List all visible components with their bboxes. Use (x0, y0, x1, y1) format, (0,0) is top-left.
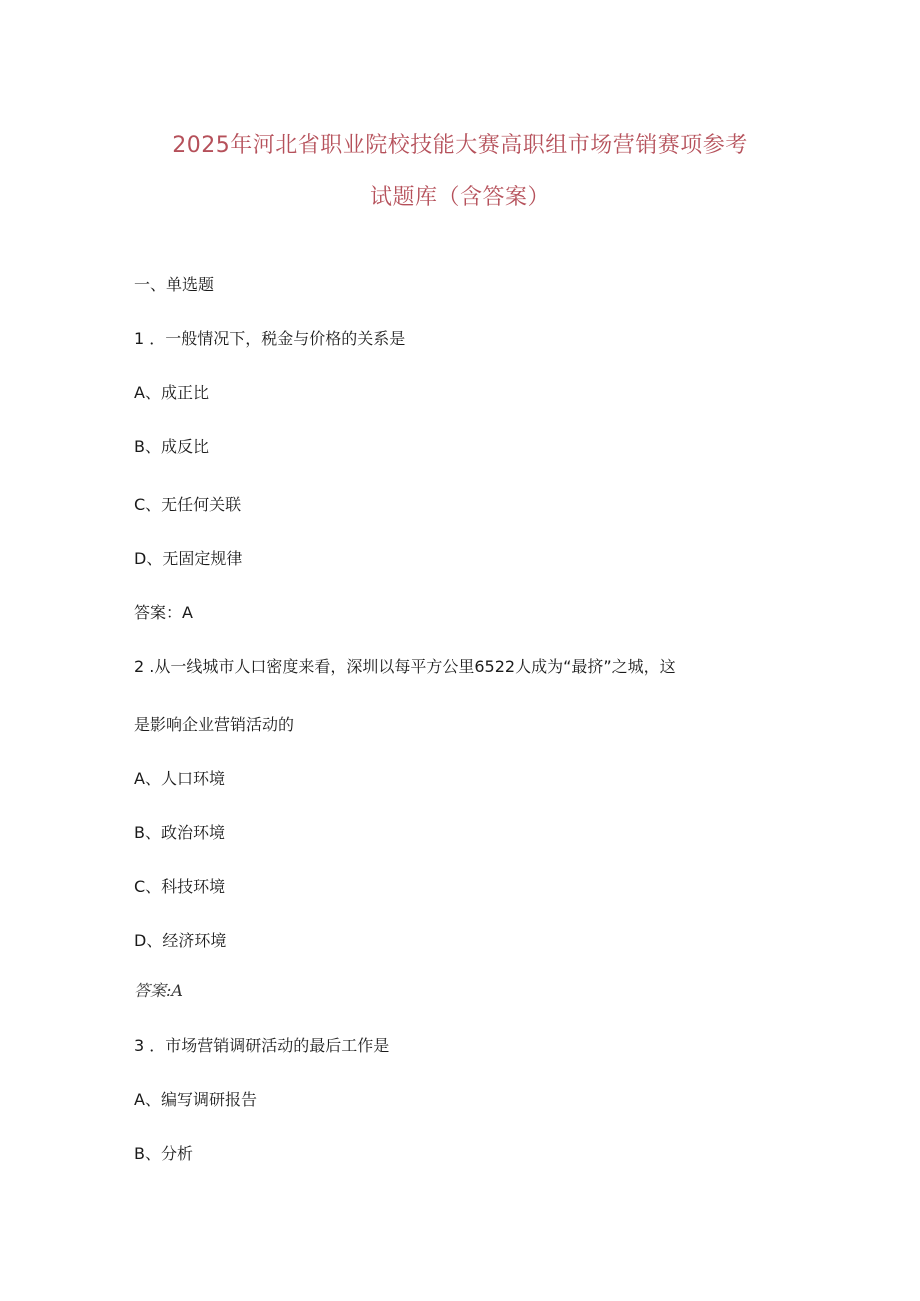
question-1-stem: 1 ．一般情况下，税金与价格的关系是 (134, 329, 406, 348)
document-title-line-1: 2025年河北省职业院校技能大赛高职组市场营销赛项参考 (172, 133, 748, 158)
question-2-option-c: C、科技环境 (134, 877, 226, 896)
question-1-answer: 答案：A (134, 603, 193, 622)
question-1-option-c: C、无任何关联 (134, 495, 242, 514)
question-2-answer: 答案:A (134, 981, 183, 1000)
question-2-option-a: A、人口环境 (134, 769, 225, 788)
question-1-option-d: D、无固定规律 (134, 549, 243, 568)
question-3-option-b: B、分析 (134, 1144, 193, 1163)
section-heading: 一、单选题 (134, 275, 215, 294)
question-3-option-a: A、编写调研报告 (134, 1090, 257, 1109)
question-2-option-d: D、经济环境 (134, 931, 227, 950)
question-3-stem: 3 ．市场营销调研活动的最后工作是 (134, 1036, 390, 1055)
question-2-stem-line-2: 是影响企业营销活动的 (134, 715, 295, 734)
document-title-line-2: 试题库（含答案） (369, 185, 550, 210)
question-1-option-a: A、成正比 (134, 383, 209, 402)
question-2-stem-line-1: 2 .从一线城市人口密度来看，深圳以每平方公里6522人成为“最挤”之城，这 (134, 657, 676, 676)
question-1-option-b: B、成反比 (134, 437, 209, 456)
question-2-option-b: B、政治环境 (134, 823, 225, 842)
